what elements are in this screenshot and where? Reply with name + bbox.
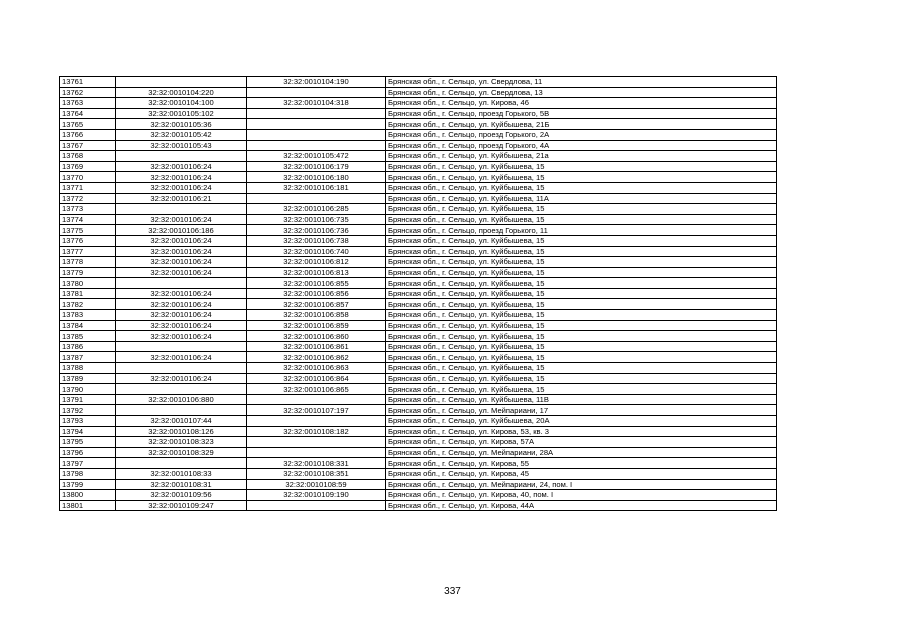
- address-cell: Брянская обл., г. Сельцо, ул. Куйбышева, 20А: [386, 416, 777, 427]
- building-cadastral-number-cell: [247, 129, 386, 140]
- row-number-cell: 13787: [60, 352, 116, 363]
- table-row: [60, 225, 777, 236]
- row-number-cell: 13761: [60, 77, 116, 88]
- table-row: [60, 182, 777, 193]
- building-cadastral-number-cell: [247, 140, 386, 151]
- table-row: [60, 204, 777, 215]
- address-cell: Брянская обл., г. Сельцо, ул. Свердлова, 11: [386, 77, 777, 88]
- row-number-cell: 13793: [60, 416, 116, 427]
- table-row: [60, 363, 777, 374]
- address-cell: Брянская обл., г. Сельцо, ул. Куйбышева, 15: [386, 257, 777, 268]
- table-row: [60, 352, 777, 363]
- building-cadastral-number-cell: 32:32:0010104:190: [247, 77, 386, 88]
- row-number-cell: 13777: [60, 246, 116, 257]
- table-row: [60, 235, 777, 246]
- row-number-cell: 13764: [60, 108, 116, 119]
- address-cell: Брянская обл., г. Сельцо, ул. Куйбышева, 15: [386, 320, 777, 331]
- address-cell: Брянская обл., г. Сельцо, ул. Куйбышева, 15: [386, 161, 777, 172]
- table-row: [60, 373, 777, 384]
- row-number-cell: 13797: [60, 458, 116, 469]
- building-cadastral-number-cell: 32:32:0010104:318: [247, 98, 386, 109]
- cadastral-number-cell: [116, 204, 247, 215]
- building-cadastral-number-cell: 32:32:0010106:859: [247, 320, 386, 331]
- cadastral-number-cell: [116, 341, 247, 352]
- building-cadastral-number-cell: 32:32:0010106:856: [247, 288, 386, 299]
- cadastral-number-cell: 32:32:0010105:102: [116, 108, 247, 119]
- row-number-cell: 13785: [60, 331, 116, 342]
- row-number-cell: 13784: [60, 320, 116, 331]
- row-number-cell: 13783: [60, 310, 116, 321]
- row-number-cell: 13792: [60, 405, 116, 416]
- cadastral-number-cell: 32:32:0010106:24: [116, 235, 247, 246]
- row-number-cell: 13789: [60, 373, 116, 384]
- row-number-cell: 13800: [60, 490, 116, 501]
- address-cell: Брянская обл., г. Сельцо, ул. Куйбышева, 15: [386, 363, 777, 374]
- table-row: [60, 405, 777, 416]
- table-row: [60, 77, 777, 88]
- cadastral-number-cell: 32:32:0010104:220: [116, 87, 247, 98]
- address-cell: Брянская обл., г. Сельцо, проезд Горького, 11: [386, 225, 777, 236]
- table-row: [60, 161, 777, 172]
- address-cell: Брянская обл., г. Сельцо, проезд Горького, 5В: [386, 108, 777, 119]
- building-cadastral-number-cell: 32:32:0010106:863: [247, 363, 386, 374]
- address-cell: Брянская обл., г. Сельцо, ул. Куйбышева, 15: [386, 267, 777, 278]
- cadastral-number-cell: 32:32:0010106:24: [116, 373, 247, 384]
- cadastral-number-cell: 32:32:0010109:56: [116, 490, 247, 501]
- table-row: [60, 341, 777, 352]
- table-row: [60, 267, 777, 278]
- cadastral-number-cell: 32:32:0010106:24: [116, 257, 247, 268]
- building-cadastral-number-cell: 32:32:0010107:197: [247, 405, 386, 416]
- address-cell: Брянская обл., г. Сельцо, ул. Куйбышева, 15: [386, 288, 777, 299]
- address-cell: Брянская обл., г. Сельцо, проезд Горького, 2А: [386, 129, 777, 140]
- row-number-cell: 13781: [60, 288, 116, 299]
- building-cadastral-number-cell: [247, 447, 386, 458]
- row-number-cell: 13791: [60, 394, 116, 405]
- table-row: [60, 278, 777, 289]
- address-cell: Брянская обл., г. Сельцо, ул. Мейпариани, 28А: [386, 447, 777, 458]
- building-cadastral-number-cell: 32:32:0010106:181: [247, 182, 386, 193]
- address-cell: Брянская обл., г. Сельцо, ул. Кирова, 46: [386, 98, 777, 109]
- address-cell: Брянская обл., г. Сельцо, ул. Кирова, 57А: [386, 437, 777, 448]
- address-cell: Брянская обл., г. Сельцо, проезд Горького, 4А: [386, 140, 777, 151]
- table-row: [60, 87, 777, 98]
- building-cadastral-number-cell: [247, 87, 386, 98]
- table-row: [60, 299, 777, 310]
- table-row: [60, 288, 777, 299]
- cadastral-number-cell: 32:32:0010106:24: [116, 161, 247, 172]
- page-number: 337: [444, 586, 461, 597]
- address-cell: Брянская обл., г. Сельцо, ул. Куйбышева, 15: [386, 204, 777, 215]
- row-number-cell: 13775: [60, 225, 116, 236]
- building-cadastral-number-cell: 32:32:0010106:812: [247, 257, 386, 268]
- row-number-cell: 13776: [60, 235, 116, 246]
- address-cell: Брянская обл., г. Сельцо, ул. Кирова, 44А: [386, 500, 777, 511]
- building-cadastral-number-cell: [247, 394, 386, 405]
- table-row: [60, 426, 777, 437]
- row-number-cell: 13786: [60, 341, 116, 352]
- address-cell: Брянская обл., г. Сельцо, ул. Куйбышева, 11В: [386, 394, 777, 405]
- building-cadastral-number-cell: 32:32:0010106:861: [247, 341, 386, 352]
- cadastral-number-cell: [116, 384, 247, 395]
- cadastral-number-cell: 32:32:0010106:24: [116, 331, 247, 342]
- building-cadastral-number-cell: 32:32:0010106:857: [247, 299, 386, 310]
- cadastral-number-cell: 32:32:0010106:24: [116, 246, 247, 257]
- address-cell: Брянская обл., г. Сельцо, ул. Куйбышева, 15: [386, 373, 777, 384]
- row-number-cell: 13799: [60, 479, 116, 490]
- cadastral-number-cell: [116, 151, 247, 162]
- table-row: [60, 479, 777, 490]
- table-row: [60, 98, 777, 109]
- cadastral-number-cell: [116, 405, 247, 416]
- table-row: [60, 129, 777, 140]
- row-number-cell: 13779: [60, 267, 116, 278]
- cadastral-number-cell: 32:32:0010105:43: [116, 140, 247, 151]
- cadastral-number-cell: 32:32:0010106:24: [116, 172, 247, 183]
- row-number-cell: 13770: [60, 172, 116, 183]
- row-number-cell: 13790: [60, 384, 116, 395]
- cadastral-number-cell: [116, 363, 247, 374]
- row-number-cell: 13794: [60, 426, 116, 437]
- row-number-cell: 13763: [60, 98, 116, 109]
- address-cell: Брянская обл., г. Сельцо, ул. Кирова, 53, кв. 3: [386, 426, 777, 437]
- address-cell: Брянская обл., г. Сельцо, ул. Куйбышева, 15: [386, 182, 777, 193]
- cadastral-number-cell: 32:32:0010108:323: [116, 437, 247, 448]
- cadastral-number-cell: 32:32:0010108:33: [116, 468, 247, 479]
- table-row: [60, 151, 777, 162]
- table-row: [60, 310, 777, 321]
- cadastral-number-cell: [116, 458, 247, 469]
- building-cadastral-number-cell: 32:32:0010108:351: [247, 468, 386, 479]
- cadastral-number-cell: 32:32:0010104:100: [116, 98, 247, 109]
- row-number-cell: 13771: [60, 182, 116, 193]
- table-row: [60, 437, 777, 448]
- address-cell: Брянская обл., г. Сельцо, ул. Куйбышева, 15: [386, 214, 777, 225]
- building-cadastral-number-cell: 32:32:0010106:862: [247, 352, 386, 363]
- registry-table-body: [60, 77, 777, 511]
- address-cell: Брянская обл., г. Сельцо, ул. Куйбышева, 15: [386, 235, 777, 246]
- table-row: [60, 416, 777, 427]
- building-cadastral-number-cell: 32:32:0010105:472: [247, 151, 386, 162]
- building-cadastral-number-cell: 32:32:0010106:738: [247, 235, 386, 246]
- row-number-cell: 13798: [60, 468, 116, 479]
- building-cadastral-number-cell: 32:32:0010106:735: [247, 214, 386, 225]
- table-row: [60, 214, 777, 225]
- address-cell: Брянская обл., г. Сельцо, ул. Куйбышева, 15: [386, 310, 777, 321]
- building-cadastral-number-cell: 32:32:0010108:331: [247, 458, 386, 469]
- registry-table: [59, 76, 777, 511]
- row-number-cell: 13774: [60, 214, 116, 225]
- cadastral-number-cell: 32:32:0010106:21: [116, 193, 247, 204]
- address-cell: Брянская обл., г. Сельцо, ул. Свердлова, 13: [386, 87, 777, 98]
- address-cell: Брянская обл., г. Сельцо, ул. Куйбышева, 15: [386, 331, 777, 342]
- building-cadastral-number-cell: [247, 416, 386, 427]
- building-cadastral-number-cell: 32:32:0010108:59: [247, 479, 386, 490]
- cadastral-number-cell: 32:32:0010105:42: [116, 129, 247, 140]
- table-row: [60, 394, 777, 405]
- address-cell: Брянская обл., г. Сельцо, ул. Куйбышева, 21Б: [386, 119, 777, 130]
- building-cadastral-number-cell: [247, 193, 386, 204]
- building-cadastral-number-cell: 32:32:0010106:865: [247, 384, 386, 395]
- row-number-cell: 13762: [60, 87, 116, 98]
- cadastral-number-cell: 32:32:0010109:247: [116, 500, 247, 511]
- address-cell: Брянская обл., г. Сельцо, ул. Куйбышева, 15: [386, 299, 777, 310]
- address-cell: Брянская обл., г. Сельцо, ул. Куйбышева, 11А: [386, 193, 777, 204]
- table-row: [60, 447, 777, 458]
- building-cadastral-number-cell: 32:32:0010106:860: [247, 331, 386, 342]
- cadastral-number-cell: [116, 278, 247, 289]
- address-cell: Брянская обл., г. Сельцо, ул. Куйбышева, 15: [386, 352, 777, 363]
- table-row: [60, 257, 777, 268]
- address-cell: Брянская обл., г. Сельцо, ул. Куйбышева, 15: [386, 278, 777, 289]
- table-row: [60, 320, 777, 331]
- building-cadastral-number-cell: 32:32:0010108:182: [247, 426, 386, 437]
- building-cadastral-number-cell: 32:32:0010109:190: [247, 490, 386, 501]
- table-row: [60, 458, 777, 469]
- building-cadastral-number-cell: 32:32:0010106:740: [247, 246, 386, 257]
- row-number-cell: 13796: [60, 447, 116, 458]
- row-number-cell: 13769: [60, 161, 116, 172]
- table-row: [60, 246, 777, 257]
- cadastral-number-cell: 32:32:0010106:24: [116, 288, 247, 299]
- cadastral-number-cell: 32:32:0010106:186: [116, 225, 247, 236]
- table-row: [60, 384, 777, 395]
- building-cadastral-number-cell: [247, 119, 386, 130]
- table-row: [60, 172, 777, 183]
- address-cell: Брянская обл., г. Сельцо, ул. Мейпариани, 17: [386, 405, 777, 416]
- building-cadastral-number-cell: 32:32:0010106:736: [247, 225, 386, 236]
- cadastral-number-cell: 32:32:0010106:24: [116, 310, 247, 321]
- row-number-cell: 13765: [60, 119, 116, 130]
- building-cadastral-number-cell: [247, 108, 386, 119]
- cadastral-number-cell: 32:32:0010108:31: [116, 479, 247, 490]
- table-row: [60, 193, 777, 204]
- cadastral-number-cell: 32:32:0010107:44: [116, 416, 247, 427]
- row-number-cell: 13773: [60, 204, 116, 215]
- table-row: [60, 331, 777, 342]
- address-cell: Брянская обл., г. Сельцо, ул. Куйбышева, 15: [386, 341, 777, 352]
- address-cell: Брянская обл., г. Сельцо, ул. Куйбышева, 15: [386, 172, 777, 183]
- cadastral-number-cell: 32:32:0010106:24: [116, 320, 247, 331]
- row-number-cell: 13772: [60, 193, 116, 204]
- cadastral-number-cell: 32:32:0010106:24: [116, 299, 247, 310]
- building-cadastral-number-cell: [247, 500, 386, 511]
- table-row: [60, 140, 777, 151]
- building-cadastral-number-cell: 32:32:0010106:855: [247, 278, 386, 289]
- cadastral-number-cell: 32:32:0010105:36: [116, 119, 247, 130]
- table-row: [60, 490, 777, 501]
- row-number-cell: 13801: [60, 500, 116, 511]
- building-cadastral-number-cell: 32:32:0010106:864: [247, 373, 386, 384]
- address-cell: Брянская обл., г. Сельцо, ул. Мейпариани, 24, пом. I: [386, 479, 777, 490]
- building-cadastral-number-cell: 32:32:0010106:858: [247, 310, 386, 321]
- row-number-cell: 13788: [60, 363, 116, 374]
- cadastral-number-cell: 32:32:0010106:24: [116, 214, 247, 225]
- cadastral-number-cell: 32:32:0010106:24: [116, 267, 247, 278]
- table-row: [60, 119, 777, 130]
- row-number-cell: 13767: [60, 140, 116, 151]
- address-cell: Брянская обл., г. Сельцо, ул. Куйбышева, 15: [386, 384, 777, 395]
- cadastral-number-cell: 32:32:0010106:880: [116, 394, 247, 405]
- cadastral-number-cell: [116, 77, 247, 88]
- table-row: [60, 468, 777, 479]
- address-cell: Брянская обл., г. Сельцо, ул. Кирова, 55: [386, 458, 777, 469]
- building-cadastral-number-cell: 32:32:0010106:813: [247, 267, 386, 278]
- row-number-cell: 13795: [60, 437, 116, 448]
- address-cell: Брянская обл., г. Сельцо, ул. Куйбышева, 15: [386, 246, 777, 257]
- row-number-cell: 13768: [60, 151, 116, 162]
- cadastral-number-cell: 32:32:0010108:126: [116, 426, 247, 437]
- row-number-cell: 13782: [60, 299, 116, 310]
- cadastral-number-cell: 32:32:0010106:24: [116, 182, 247, 193]
- cadastral-number-cell: 32:32:0010108:329: [116, 447, 247, 458]
- row-number-cell: 13766: [60, 129, 116, 140]
- row-number-cell: 13780: [60, 278, 116, 289]
- cadastral-number-cell: 32:32:0010106:24: [116, 352, 247, 363]
- address-cell: Брянская обл., г. Сельцо, ул. Кирова, 45: [386, 468, 777, 479]
- address-cell: Брянская обл., г. Сельцо, ул. Куйбышева, 21а: [386, 151, 777, 162]
- table-row: [60, 108, 777, 119]
- address-cell: Брянская обл., г. Сельцо, ул. Кирова, 40, пом. I: [386, 490, 777, 501]
- building-cadastral-number-cell: 32:32:0010106:285: [247, 204, 386, 215]
- building-cadastral-number-cell: 32:32:0010106:180: [247, 172, 386, 183]
- table-row: [60, 500, 777, 511]
- building-cadastral-number-cell: [247, 437, 386, 448]
- building-cadastral-number-cell: 32:32:0010106:179: [247, 161, 386, 172]
- row-number-cell: 13778: [60, 257, 116, 268]
